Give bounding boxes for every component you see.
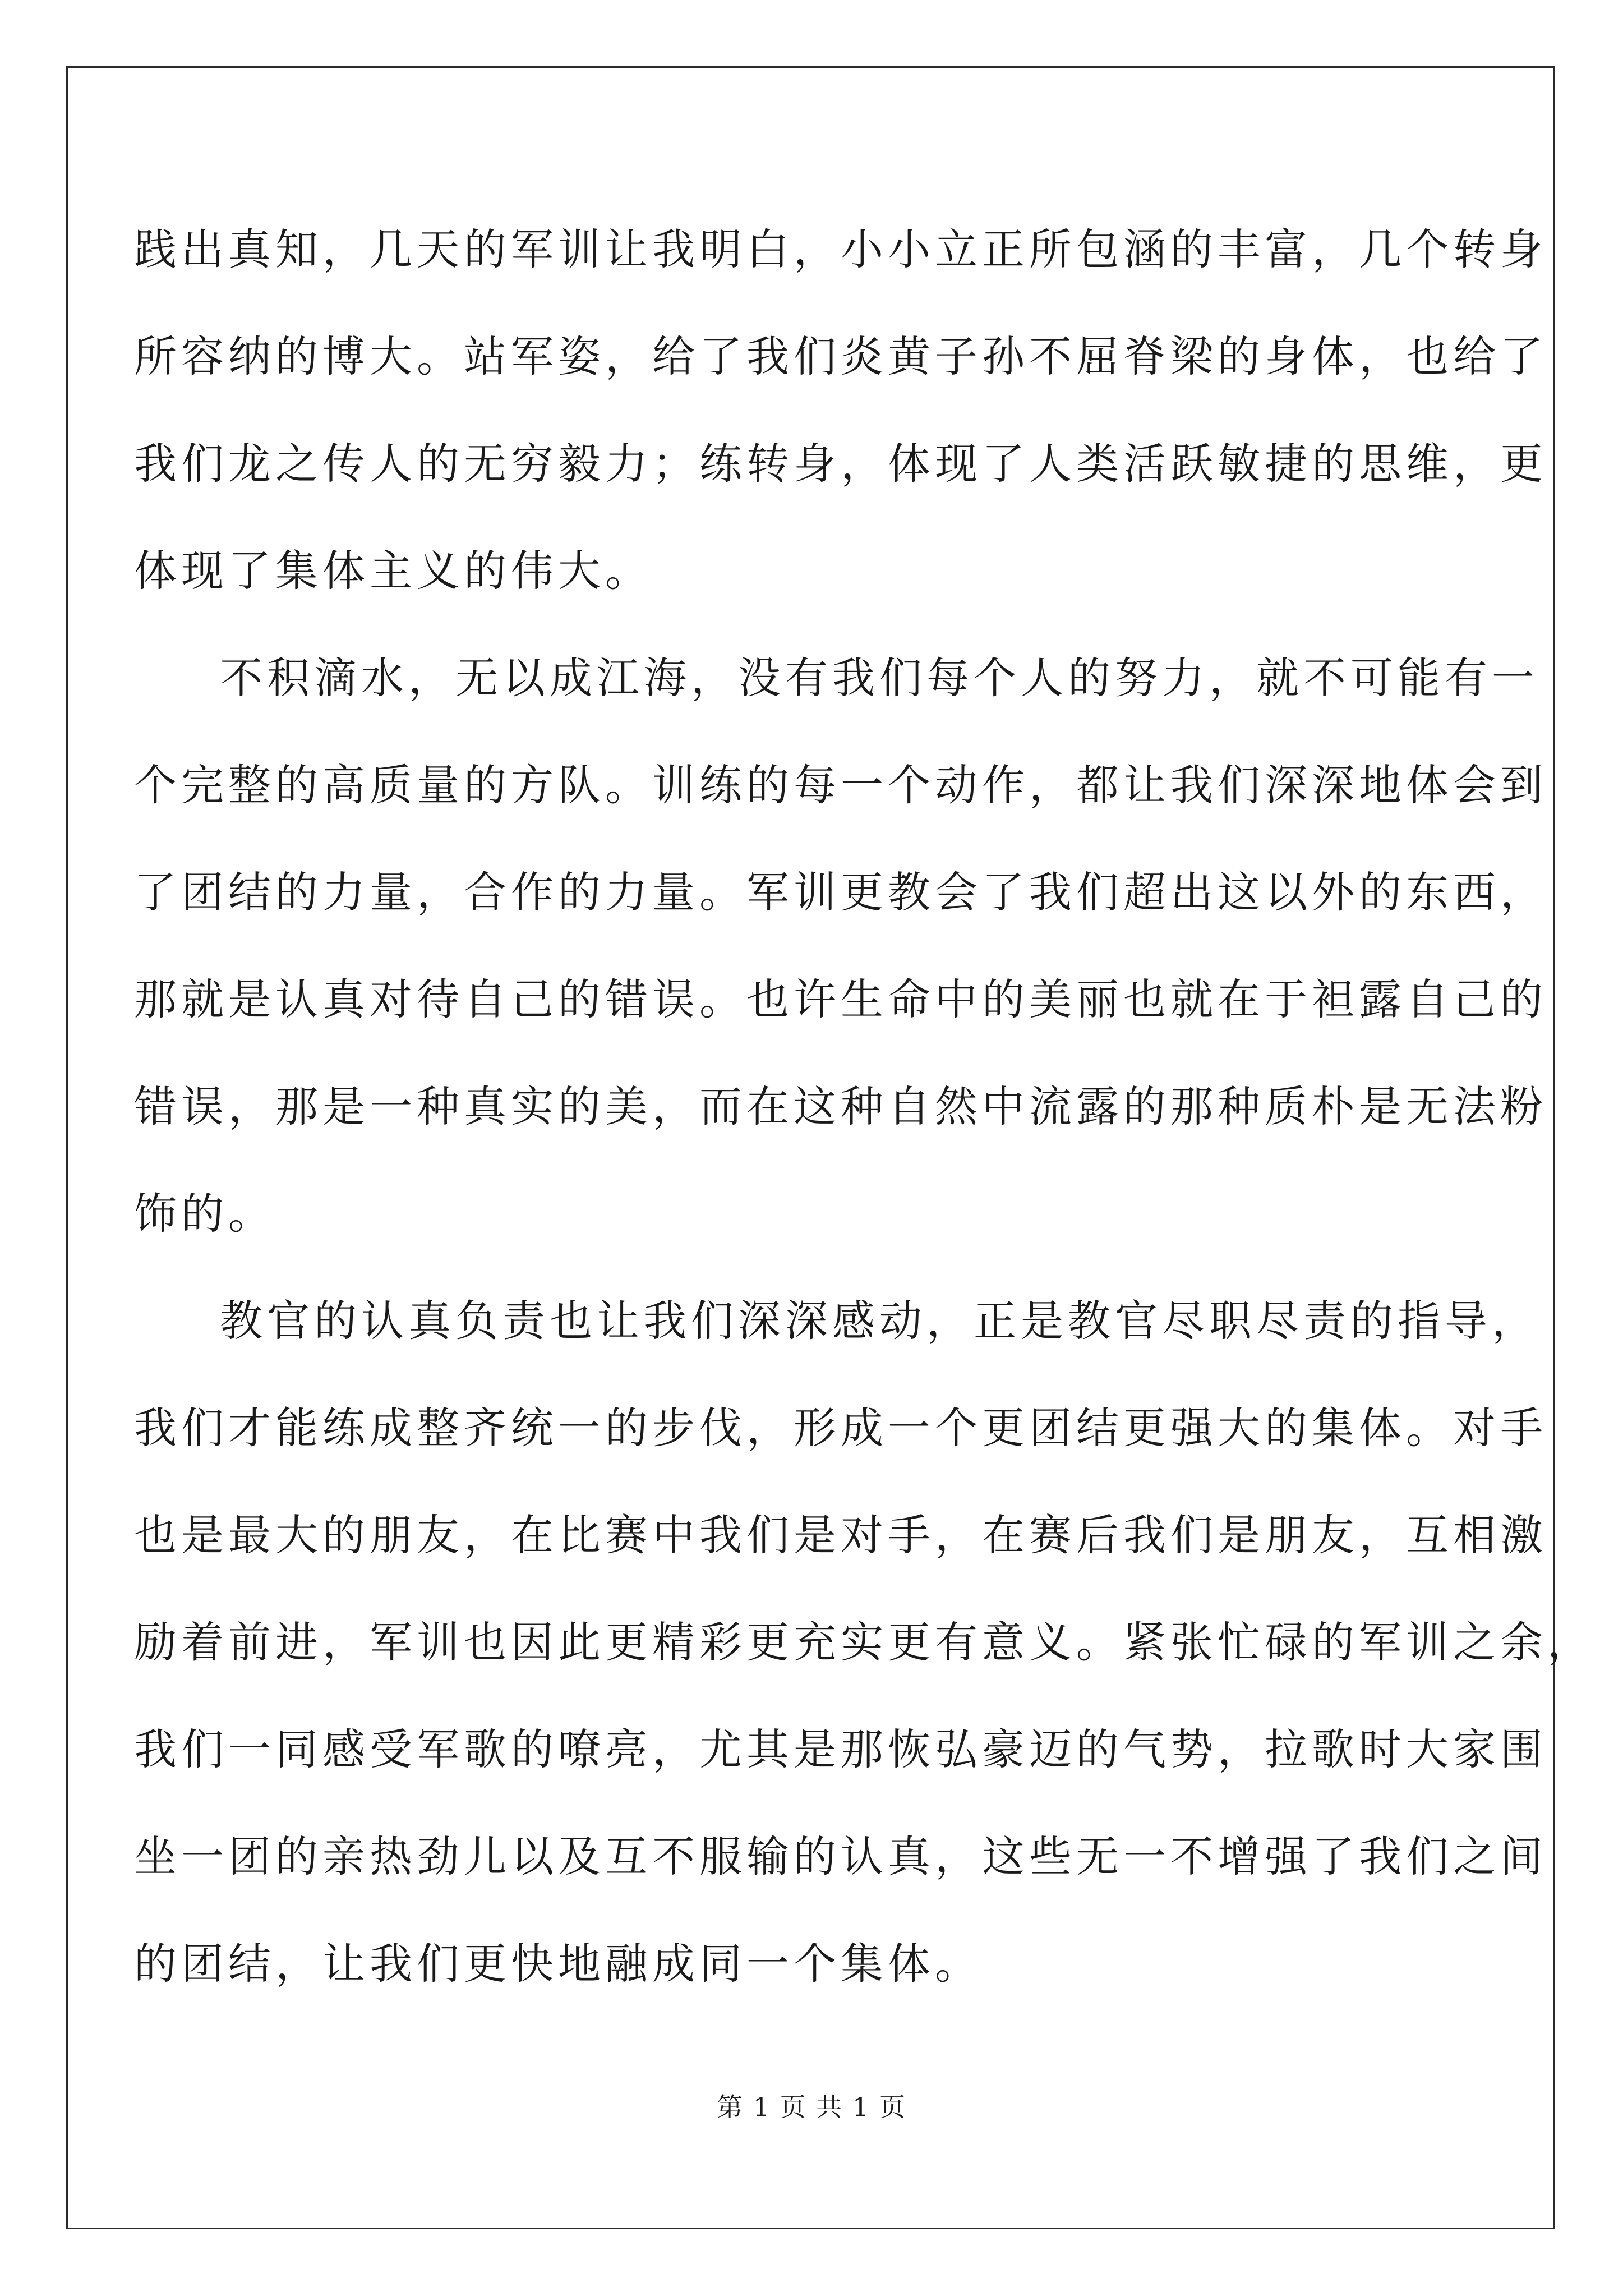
text-line: 的团结，让我们更快地融成同一个集体。 [134, 1939, 982, 1989]
text-line: 饰的。 [134, 1189, 275, 1239]
text-line: 个完整的高质量的方队。训练的每一个动作，都让我们深深地体会到 [134, 760, 1547, 810]
text-line: 我们一同感受军歌的嘹亮，尤其是那恢弘豪迈的气势，拉歌时大家围 [134, 1724, 1547, 1774]
text-line: 错误，那是一种真实的美，而在这种自然中流露的那种质朴是无法粉 [134, 1082, 1547, 1131]
text-line: 我们才能练成整齐统一的步伐，形成一个更团结更强大的集体。对手 [134, 1403, 1547, 1453]
text-line: 了团结的力量，合作的力量。军训更教会了我们超出这以外的东西， [134, 867, 1547, 917]
paragraph-first-line: 不积滴水，无以成江海，没有我们每个人的努力，就不可能有一 [220, 653, 1539, 703]
text-line: 体现了集体主义的伟大。 [134, 546, 652, 596]
text-line: 励着前进，军训也因此更精彩更充实更有意义。紧张忙碌的军训之余， [134, 1617, 1594, 1667]
paragraph-first-line: 教官的认真负责也让我们深深感动，正是教官尽职尽责的指导， [220, 1296, 1539, 1346]
text-line: 我们龙之传人的无穷毅力；练转身，体现了人类活跃敏捷的思维，更 [134, 439, 1547, 489]
text-line: 那就是认真对待自己的错误。也许生命中的美丽也就在于袒露自己的 [134, 974, 1547, 1024]
text-line: 也是最大的朋友，在比赛中我们是对手，在赛后我们是朋友，互相激 [134, 1510, 1547, 1560]
page-border [66, 66, 1555, 2229]
text-line: 践出真知，几天的军训让我明白，小小立正所包涵的丰富，几个转身 [134, 224, 1547, 274]
text-line: 坐一团的亲热劲儿以及互不服输的认真，这些无一不增强了我们之间 [134, 1832, 1547, 1881]
text-line: 所容纳的博大。站军姿，给了我们炎黄子孙不屈脊梁的身体，也给了 [134, 332, 1547, 381]
page-footer: 第 1 页 共 1 页 [717, 2092, 906, 2122]
